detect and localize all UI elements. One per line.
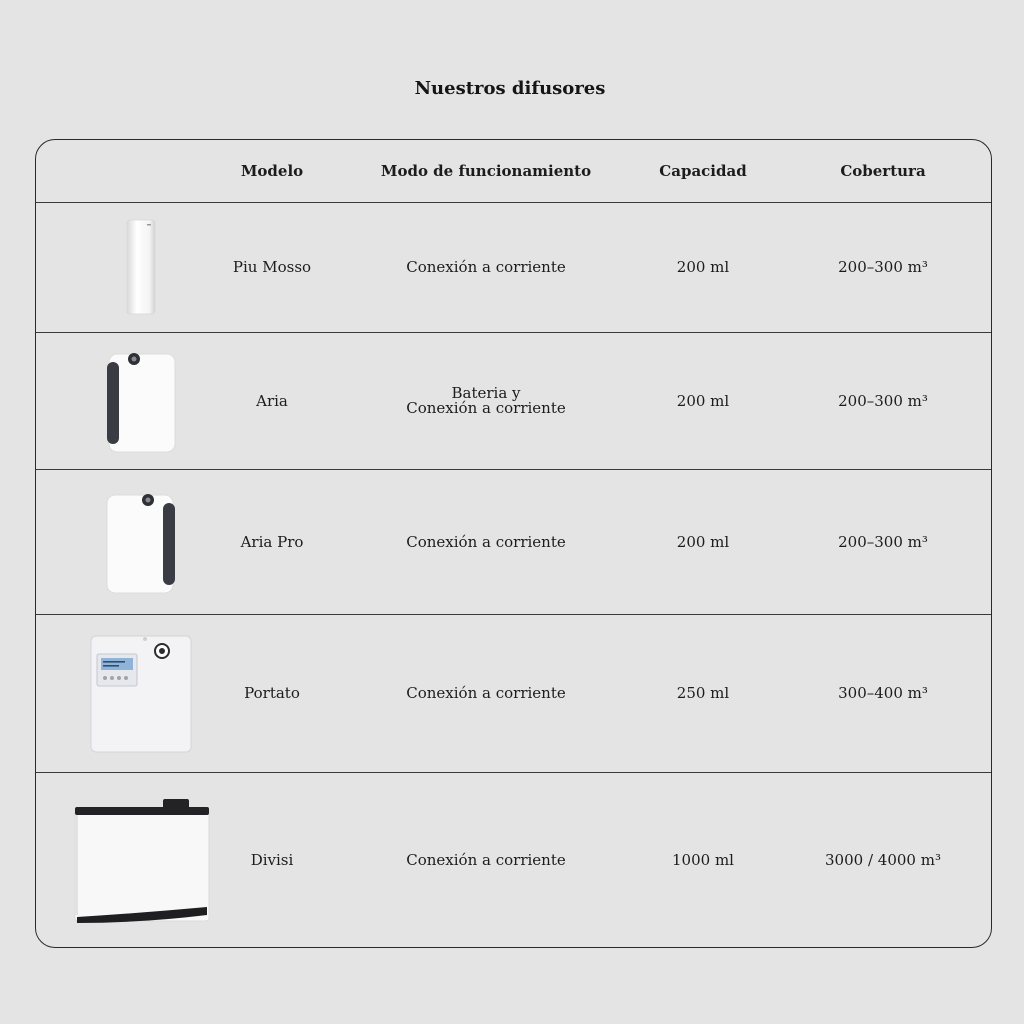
aria-pro-diffuser-image [56,470,226,614]
mode-cell: Conexión a corriente [406,684,566,702]
mode-cell [366,333,606,469]
coverage-cell: 200–300 m³ [838,258,928,276]
coverage-cell: 200–300 m³ [838,391,928,410]
piu-mosso-cylinder-image [56,203,226,332]
table-row [36,615,991,773]
mode-line-1: Bateria y [451,384,521,402]
capacity-cell: 250 ml [676,684,730,702]
coverage-cell: 3000 / 4000 m³ [825,850,941,869]
portato-diffuser-image [56,615,226,772]
model-cell: Aria Pro [240,532,304,551]
mode-cell: Conexión a corriente [406,532,566,551]
header-coverage: Cobertura [840,161,926,180]
table-header-row [36,140,991,203]
coverage-cell: 300–400 m³ [838,684,928,702]
mode-line-2: Conexión a corriente [406,399,566,417]
header-capacity: Capacidad [659,161,747,180]
mode-cell: Conexión a corriente [406,258,566,276]
diffusers-table [35,139,992,948]
header-model: Modelo [240,161,304,180]
header-mode: Modo de funcionamiento [380,161,592,180]
model-cell: Piu Mosso [232,258,312,276]
capacity-cell: 200 ml [676,258,730,276]
table-row [36,203,991,333]
model-cell: Aria [256,391,288,410]
capacity-cell: 200 ml [676,391,730,410]
table-row [36,333,991,470]
page-title: Nuestros difusores [414,78,606,99]
mode-cell: Conexión a corriente [406,850,566,869]
divisi-diffuser-image [56,773,226,947]
coverage-cell: 200–300 m³ [838,532,928,551]
table-row [36,470,991,615]
model-cell: Portato [244,684,300,702]
capacity-cell: 200 ml [676,532,730,551]
aria-diffuser-image [56,333,226,469]
model-cell: Divisi [250,850,294,869]
table-row [36,773,991,947]
capacity-cell: 1000 ml [672,850,734,869]
